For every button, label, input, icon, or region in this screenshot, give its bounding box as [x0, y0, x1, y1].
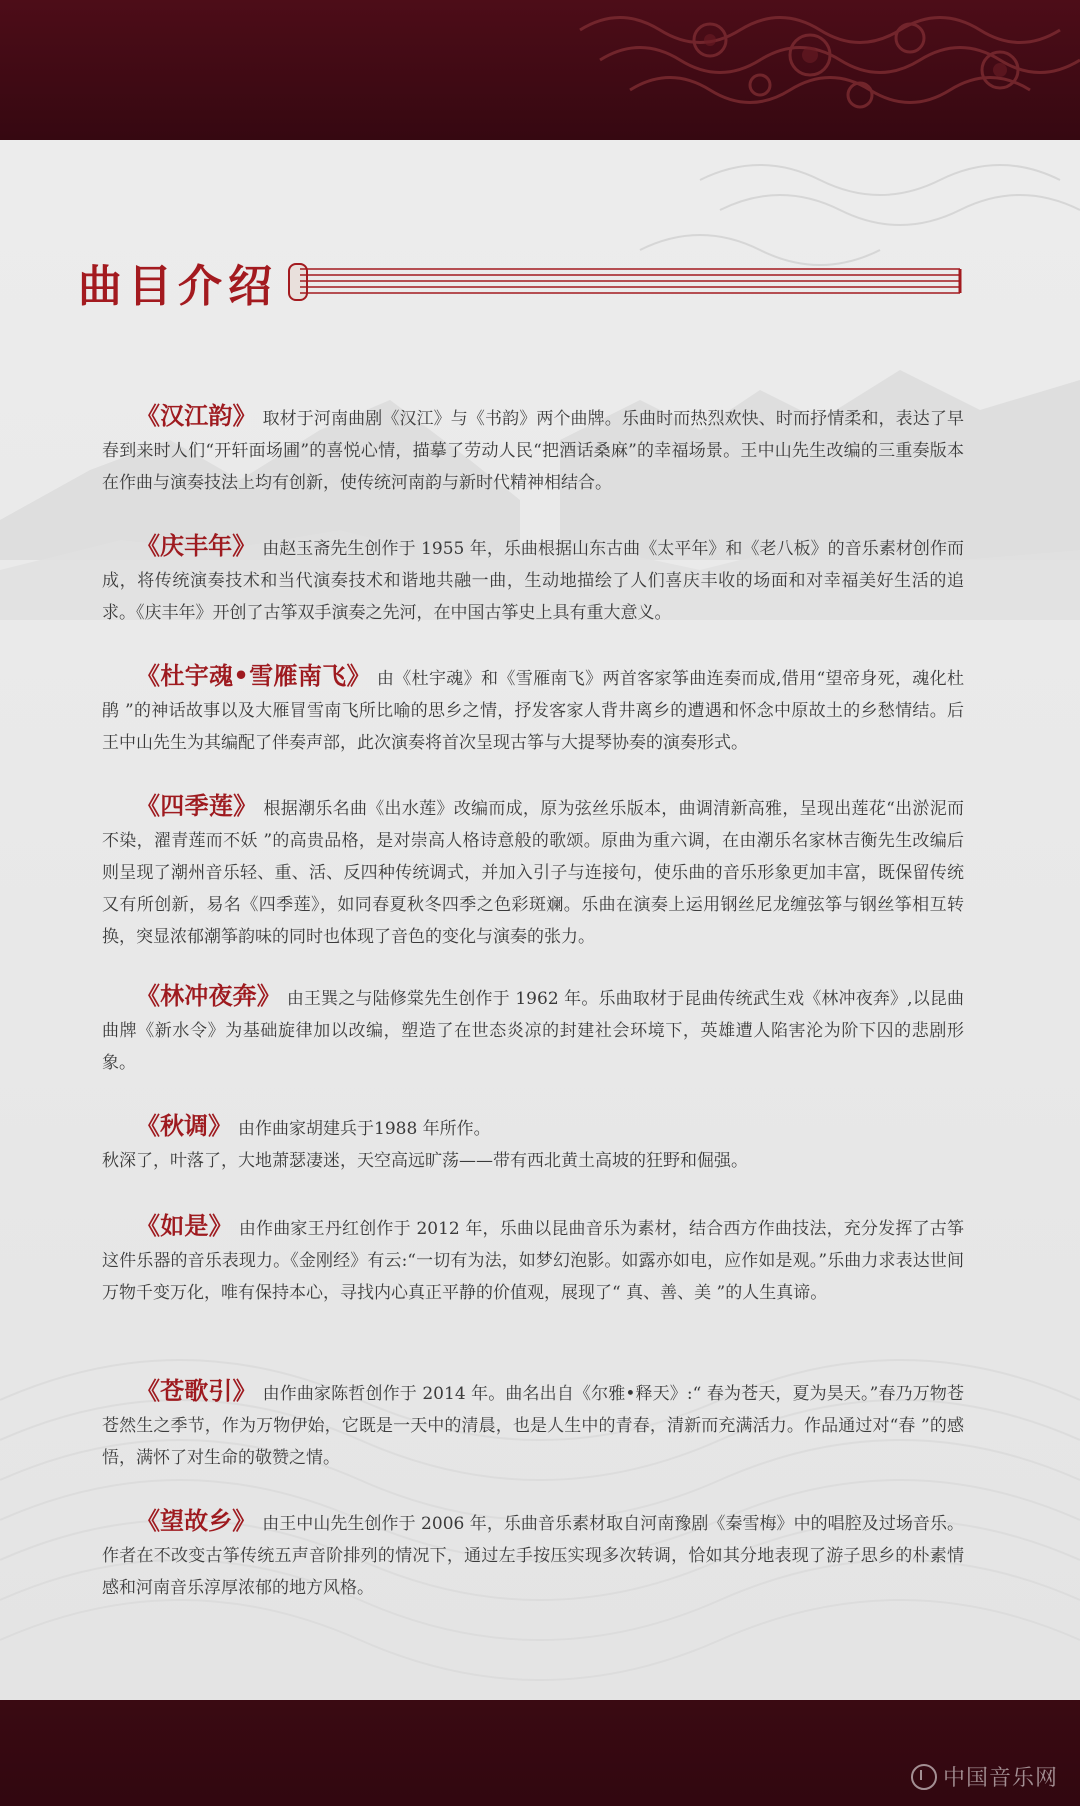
- program-title: 《汉江韵》: [136, 401, 257, 430]
- music-staff-icon: [300, 266, 966, 296]
- program-description: 由《杜宇魂》和《雪雁南飞》两首客家筝曲连奏而成,借用“望帝身死，魂化杜鹃 ”的神话故事以及大雁冒雪南飞所比喻的思乡之情，抒发客家人背井离乡的遭遇和怀念中原故土的乡愁情结。后王中山先生为其编配了伴奏声部，此次演奏将首次呈现古筝与大提琴协奏的演奏形式。: [102, 669, 965, 753]
- program-item-ru-shi: [102, 1210, 964, 1309]
- program-item-wang-gu-xiang: [102, 1505, 964, 1604]
- watermark: [911, 1761, 1058, 1792]
- program-title: 《林冲夜奔》: [136, 981, 281, 1010]
- program-item-si-ji-lian: [102, 790, 964, 953]
- cloud-ornament-icon: [560, 0, 1080, 130]
- program-item-cang-ge-yin: [102, 1375, 964, 1474]
- program-description-line2: 秋深了，叶落了，大地萧瑟凄迷，天空高远旷荡——带有西北黄土高坡的狂野和倔强。: [102, 1151, 748, 1171]
- section-heading: [78, 250, 308, 314]
- program-description: 由王中山先生创作于 2006 年，乐曲音乐素材取自河南豫剧《秦雪梅》中的唱腔及过场音乐。作者在不改变古筝传统五声音阶排列的情况下，通过左手按压实现多次转调，恰如其分地表现了游子思乡的朴素情感和河南音乐淳厚浓郁的地方风格。: [102, 1514, 964, 1598]
- watermark-text: 中国音乐网: [942, 1766, 1058, 1791]
- program-title: 《杜宇魂•雪雁南飞》: [136, 661, 371, 690]
- program-title: 《如是》: [136, 1211, 233, 1240]
- bottom-band: [0, 1700, 1080, 1806]
- program-title: 《苍歌引》: [136, 1376, 257, 1405]
- program-description: 由作曲家陈哲创作于 2014 年。曲名出自《尔雅•释天》:“ 春为苍天，夏为昊天。”春乃万物苍苍然生之季节，作为万物伊始，它既是一天中的清晨，也是人生中的青春，清新而充满活力。作品通过对“春 ”的感悟，满怀了对生命的敬赞之情。: [102, 1384, 964, 1468]
- program-title: 《秋调》: [136, 1111, 232, 1140]
- program-description: 由赵玉斋先生创作于 1955 年，乐曲根据山东古曲《太平年》和《老八板》的音乐素材创作而成，将传统演奏技术和当代演奏技术和谐地共融一曲，生动地描绘了人们喜庆丰收的场面和对幸福美好生活的追求。《庆丰年》开创了古筝双手演奏之先河，在中国古筝史上具有重大意义。: [102, 539, 964, 623]
- program-description: 根据潮乐名曲《出水莲》改编而成，原为弦丝乐版本，曲调清新高雅，呈现出莲花“出淤泥而不染，濯青莲而不妖 ”的高贵品格，是对崇高人格诗意般的歌颂。原曲为重六调，在由潮乐名家林吉衡先生改编后则呈现了潮州音乐轻、重、活、反四种传统调式，并加入引子与连接句，使乐曲的音乐形象更加丰富，既保留传统又有所创新，易名《四季莲》，如同春夏秋冬四季之色彩斑斓。乐曲在演奏上运用钢丝尼龙缠弦筝与钢丝筝相互转换，突显浓郁潮筝韵味的同时也体现了音色的变化与演奏的张力。: [102, 799, 964, 947]
- heading-title: 曲目介绍: [78, 261, 278, 312]
- program-description: 由作曲家王丹红创作于 2012 年，乐曲以昆曲音乐为素材，结合西方作曲技法，充分发挥了古筝这件乐器的音乐表现力。《金刚经》有云:“一切有为法，如梦幻泡影。如露亦如电，应作如是观。”乐曲力求表达世间万物千变万化，唯有保持本心，寻找内心真正平静的价值观，展现了“ 真、善、美 ”的人生真谛。: [102, 1219, 964, 1303]
- program-item-han-jiang-yun: [102, 400, 964, 499]
- program-item-qing-feng-nian: [102, 530, 964, 629]
- program-title: 《望故乡》: [136, 1506, 257, 1535]
- top-band: [0, 0, 1080, 140]
- program-description: 由王巽之与陆修棠先生创作于 1962 年。乐曲取材于昆曲传统武生戏《林冲夜奔》,以昆曲曲牌《新水令》为基础旋律加以改编，塑造了在世态炎凉的封建社会环境下，英雄遭人陷害沦为阶下囚的悲剧形象。: [102, 989, 964, 1073]
- program-title: 《四季莲》: [136, 791, 258, 820]
- program-description: 由作曲家胡建兵于1988 年所作。: [238, 1119, 491, 1139]
- program-item-du-yu-hun: [102, 660, 964, 759]
- program-item-lin-chong-ye-ben: [102, 980, 964, 1079]
- program-description: 取材于河南曲剧《汉江》与《书韵》两个曲牌。乐曲时而热烈欢快、时而抒情柔和，表达了早春到来时人们“开轩面场圃”的喜悦心情，描摹了劳动人民“把酒话桑麻”的幸福场景。王中山先生改编的三重奏版本在作曲与演奏技法上均有创新，使传统河南韵与新时代精神相结合。: [102, 409, 965, 493]
- music-note-logo-icon: [911, 1764, 937, 1790]
- program-item-qiu-diao: [102, 1110, 964, 1177]
- program-title: 《庆丰年》: [136, 531, 257, 560]
